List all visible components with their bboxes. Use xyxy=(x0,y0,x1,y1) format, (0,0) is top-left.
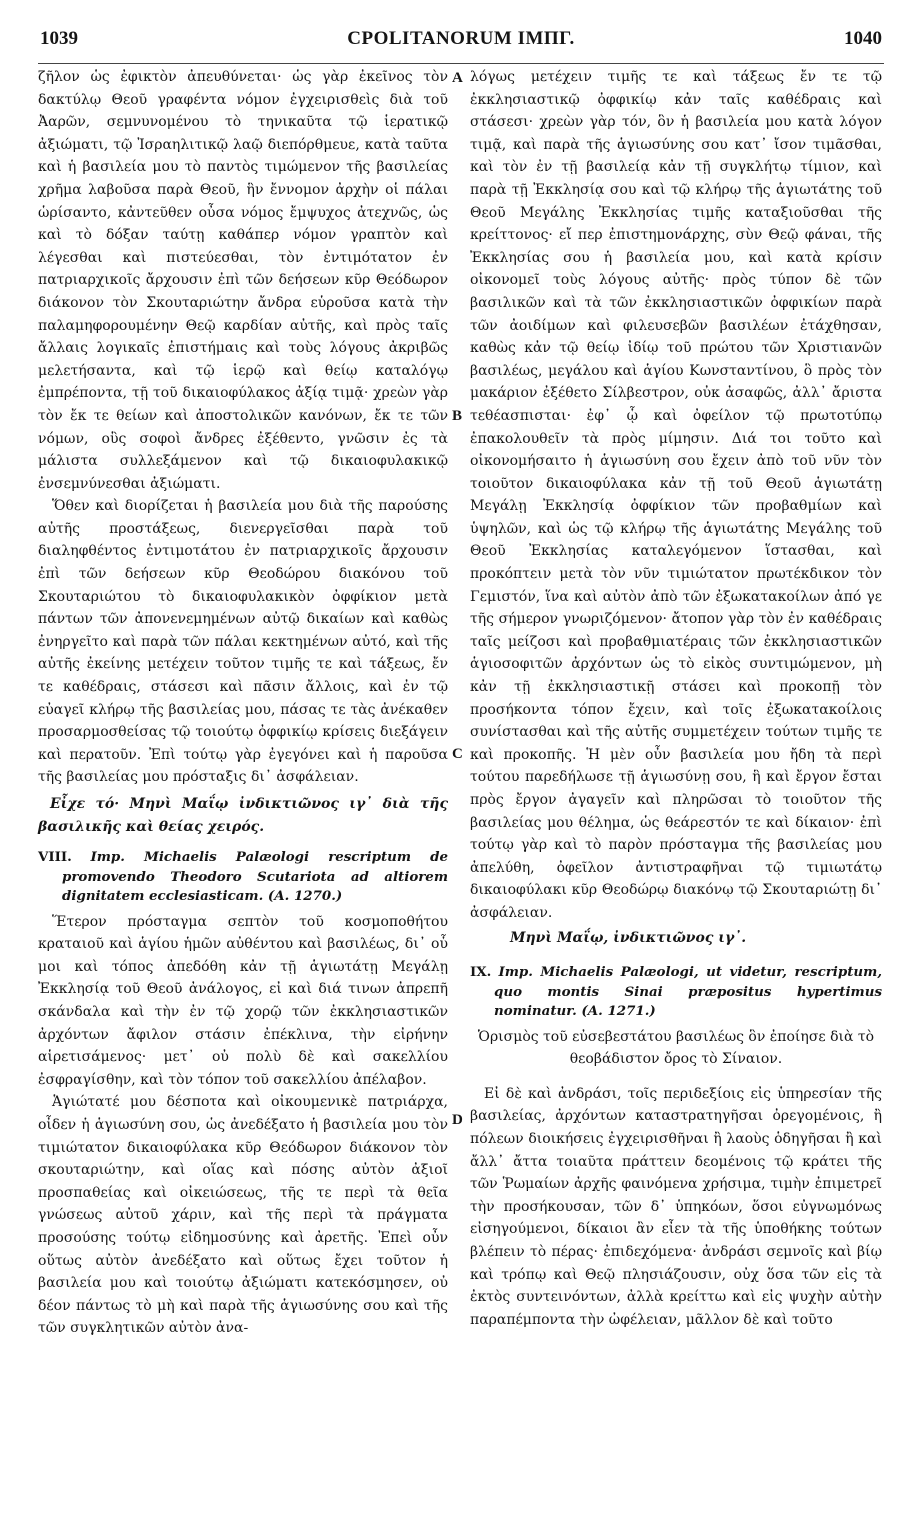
section-heading-viii xyxy=(38,848,448,907)
paragraph: Ὅθεν καὶ διορίζεται ἡ βασιλεία μου διὰ τῆς παρούσης αὐτῆς προστάξεως, διενεργεῖσθαι παρὰ τοῦ διαληφθέντος ἐντιμοτάτου ἐν πατριαρχικοῖς ἄρχουσιν ἐπὶ τῶν δεήσεων κῦρ Θεοδώρου διακόνου τοῦ Σκουταριώτου τὸ δικαιοφυλακικὸν ὀφφίκιον μετὰ πάντων τῶν ἀπονενεμημένων αὐτῷ δικαίων καὶ καθὼς ἐνηργεῖτο καὶ παρὰ τῶν πάλαι κεκτημένων αὐτό, καὶ τῆς αὐτῆς ἐκείνης μετέχειν τοῦτον τιμῆς τε καὶ τάξεως, ἔν τε καθέδραις, στάσεσι καὶ πᾶσιν ἄλλοις, καὶ ἐν τῷ εὐαγεῖ κλήρῳ τῆς βασιλείας μου, πάσας τε τὰς ἀνέκαθεν προσαρμοσθείσας τῷ τοιούτῳ ὀφφικίῳ κρίσεις διεξάγειν καὶ περατοῦν. Ἐπὶ τούτῳ γὰρ ἐγεγόνει καὶ ἡ παροῦσα τῆς βασιλείας μου πρόσταξις δι᾽ ἀσφάλειαν. xyxy=(38,498,448,786)
margin-letter-d: D xyxy=(452,1112,463,1128)
paragraph: Ἕτερον πρόσταγμα σεπτὸν τοῦ κοσμοποθήτου κραταιοῦ καὶ ἁγίου ἡμῶν αὐθέντου καὶ βασιλέως, δι᾽ οὗ μοι καὶ τόπος ἀπεδόθη κἀν τῇ ἁγιωτάτῃ Μεγάλῃ Ἐκκλησίᾳ τοῦ Θεοῦ ἀνάλογος, εἰ καὶ διά τινων ἀπρεπῆ σκάνδαλα καὶ τὴν ἐν τῷ χορῷ τῶν ἐκκλησιαστικῶν ἀρχόντων ἄφιλον στάσιν ἐπέκλινα, τὴν εἰρήνην αἱρετισάμενος· μετ᾽ οὐ πολὺ δὲ καὶ σακελλίου ἐσφραγίσθην, καὶ τὸν τόπον τοῦ σακελλίου ἀπέλαβον. xyxy=(38,913,448,1088)
paragraph: ζῆλον ὡς ἐφικτὸν ἀπευθύνεται· ὡς γὰρ ἐκεῖνος τὸν δακτύλῳ Θεοῦ γραφέντα νόμον ἐγχειρισθεὶς διὰ τοῦ Ἀαρῶν, σεμνυνομένου τὸ τηνικαῦτα τῷ ἱερατικῷ ἀξιώματι, τῷ Ἰσραηλιτικῷ λαῷ διεπόρθμευε, κατὰ ταῦτα καὶ ἡ βασιλεία μου τὸ παντὸς τιμώμενον τῆς βασιλείας χρῆμα λαβοῦσα παρὰ Θεοῦ, ἣν ἔννομον ἀρχὴν οἱ πάλαι ὡρίσαντο, κἀντεῦθεν οὖσα νόμος ἔμψυχος ἀτεχνῶς, ὡς καὶ τὸ δόξαν ταύτῃ καθάπερ νόμον γραπτὸν καὶ λέγεσθαι καὶ πιστεύεσθαι, τὸν ἐντιμότατον ἐν πατριαρχικοῖς ἄρχουσιν ἐπὶ τῶν δεήσεων κῦρ Θεόδωρον διάκονον τὸν Σκουταριώτην ἄνδρα εὑροῦσα κατὰ τὴν παλαμηφορουμένην Θεῷ καρδίαν αὐτῆς, καὶ πρὸς ταῖς ἄλλαις λογικαῖς ἐπιστήμαις καὶ τοὺς λόγους ἀκριβῶς μελετήσαντα, καὶ τῷ ἱερῷ καὶ θείῳ καταλόγῳ ἐμπρέποντα, τῇ τοῦ δικαιοφύλακος ἀξίᾳ τιμᾷ· χρεὼν γὰρ τὸν ἔκ τε θείων καὶ ἀποστολικῶν κανόνων, ἔκ τε τῶν νόμων, οὓς σοφοὶ ἄνδρες ἐξέθεντο, γνῶσιν ἐς τὰ μάλιστα συλλεξάμενον καὶ τῷ δικαιοφυλακικῷ ἐνσεμνύνεσθαι ἀξιώματι. xyxy=(38,69,448,492)
right-column xyxy=(470,66,882,1331)
page-number-right: 1040 xyxy=(844,28,882,49)
margin-letter-a: A xyxy=(452,70,463,86)
document-subscript: Εἶχε τό· Μηνὶ Μαΐῳ ἰνδικτιῶνος ιγ᾽ διὰ τῆς βασιλικῆς καὶ θείας χειρός. xyxy=(38,796,448,835)
section-number: VIII. xyxy=(38,849,72,866)
document-subtitle: Ὁρισμὸς τοῦ εὐσεβεστάτου βασιλέως ὃν ἐποίησε διὰ τὸ θεοβάδιστον ὄρος τὸ Σίναιον. xyxy=(477,1028,875,1068)
paragraph: Εἰ δὲ καὶ ἀνδράσι, τοῖς περιδεξίοις εἰς ὑπηρεσίαν τῆς βασιλείας, ἀρχόντων καταστρατηγῆσαι ὀρεγομένοις, ἢ πόλεων διοικήσεις ἐγχειρισθῆναι ἢ λαοὺς ὁδηγῆσαι ἢ καὶ ἄλλ᾽ ἄττα τοιαῦτα πράττειν δεομένοις τῷ κράτει τῆς τῶν Ῥωμαίων ἀρχῆς φαινόμενα χρήσιμα, τιμὴν ἐπιμετρεῖ τὴν προσήκουσαν, τῶν δ᾽ ὑπηκόων, ὅσοι εὐγνωμόνως εἰσηγούμενοι, δίκαιοι ἂν εἶεν τὰ τῆς ὑποθήκης τούτων βλέπειν τὸ πέρας· ἐπιδεχόμενα· ἀνδράσι σεμνοῖς καὶ βίῳ καὶ τρόπῳ καὶ Θεῷ πλησιάζουσιν, οὐχ ὅσα τῶν εἰς τὰ ἐκτὸς συντεινόντων, ἀλλὰ κρείττω καὶ εἰς ψυχὴν αὐτὴν παραπέμποντα τὴν ὠφέλειαν, μᾶλλον δὲ καὶ τοῦτο xyxy=(470,1085,882,1328)
paragraph: Ἁγιώτατέ μου δέσποτα καὶ οἰκουμενικὲ πατριάρχα, οἶδεν ἡ ἁγιωσύνη σου, ὡς ἀνεδέξατο ἡ βασιλεία μου τὸν τιμιώτατον δικαιοφύλακα κῦρ Θεόδωρον διάκονον τὸν σκουταριώτην, καὶ οἵας καὶ πόσης αὐτὸν ἀξιοῖ προσπαθείας καὶ οἰκειώσεως, τῆς τε περὶ τὰ θεῖα γνώσεως αὐτοῦ χάριν, καὶ τῆς περὶ τὰ πράγματα προσούσης τούτῳ εἰδημοσύνης καὶ ἀρετῆς. Ἐπεὶ οὖν οὕτως αὐτὸν ἀνεδέξατο καὶ οὕτως ἔχει τοῦτον ἡ βασιλεία μου καὶ τοιούτῳ ἀξιώματι κατεκόσμησεν, οὐ δέον πάντως τὸ μὴ καὶ παρὰ τῆς ἁγιωσύνης σου καὶ τῆς τῶν συγκλητικῶν αὐτὸν ἀνα- xyxy=(38,1094,448,1337)
page-number-left: 1039 xyxy=(40,28,78,49)
section-title: Imp. Michaelis Palæologi, ut videtur, rescriptum, quo montis Sinai præpositus hypertimus nominatur. (A. 1271.) xyxy=(494,964,882,1020)
section-heading-ix xyxy=(470,963,882,1022)
running-header xyxy=(40,28,882,58)
left-column xyxy=(38,66,448,1340)
section-title: Imp. Michaelis Palæologi rescriptum de promovendo Theodoro Scutariota ad altiorem dignitatem ecclesiasticam. (A. 1270.) xyxy=(62,849,448,905)
header-rule xyxy=(38,63,884,64)
margin-letter-b: B xyxy=(452,408,463,424)
section-number: IX. xyxy=(470,964,492,981)
margin-letter-c: C xyxy=(452,746,463,762)
running-title: CPOLITANORUM IMΠΓ. xyxy=(347,28,575,49)
paragraph: λόγως μετέχειν τιμῆς τε καὶ τάξεως ἔν τε τῷ ἐκκλησιαστικῷ ὀφφικίῳ κἀν ταῖς καθέδραις καὶ στάσεσι· χρεὼν γὰρ τόν, ὃν ἡ βασιλεία μου κατὰ λόγον τιμᾷ, καὶ παρὰ τῆς ἁγιωσύνης σου κατ᾽ ἴσον τιμᾶσθαι, καὶ τὸν ἐν τῇ βασιλείᾳ κἀν τῇ συγκλήτῳ τίμιον, καὶ παρὰ τῇ Ἐκκλησίᾳ σου καὶ τῷ κλήρῳ τῆς ἁγιωτάτης τοῦ Θεοῦ Μεγάλης Ἐκκλησίας τιμῆς καταξιοῦσθαι τῆς κρείττονος· εἴ περ ἐπιστημονάρχης, σὺν Θεῷ φάναι, τῆς Ἐκκλησίας σου ἡ βασιλεία μου, καὶ κατὰ κρίσιν οἰκονομεῖ τοὺς λόγους αὐτῆς· πρὸς τύπον δὲ τῶν βασιλικῶν καὶ τὰ τῶν ἐκκλησιαστικῶν ὀφφικίων παρὰ τῶν ἀοιδίμων καὶ φιλευσεβῶν βασιλέων ἐτάχθησαν, καθὼς κἀν τῷ θείῳ ἰδίῳ τοῦ πρώτου τῶν Χριστιανῶν βασιλέως, μεγάλου καὶ ἁγίου Κωνσταντίνου, ὃ πρὸς τὸν μακάριον ἐξέθετο Σίλβεστρον, οὐκ ἀσαφῶς, ἀλλ᾽ ἄριστα τεθέασπισται· ἐφ᾽ ᾧ καὶ ὀφείλον τῷ πρωτοτύπῳ ἐπακολουθεῖν τὰ πρὸς μίμησιν. Διά τοι τοῦτο καὶ οἰκονομήσαιτο ἡ ἁγιωσύνη σου ἔχειν ἀπὸ τοῦ νῦν τὸν τοιοῦτον δικαιοφύλακα κἀν τῇ τοῦ Θεοῦ ἁγιωτάτῃ Μεγάλῃ Ἐκκλησίᾳ ὀφφίκιον τῶν προβαθμίων καὶ ὑψηλῶν, καὶ ὡς τῷ κλήρῳ τῆς ἁγιωτάτης Μεγάλης τοῦ Θεοῦ Ἐκκλησίας καταλεγόμενον ἵστασθαι, καὶ προκόπτειν μετὰ τὸν νῦν τιμιώτατον πρωτέκδικον τὸν Γεμιστόν, ἵνα καὶ αὐτὸν ἀπὸ τῶν ἐξωκατακοίλων ἀπό γε τῆς σήμερον γνωριζόμενον· ἄτοπον γὰρ τὸν ἐν καθέδραις ταῖς μείζοσι καὶ προβαθμιατέραις τῶν ἐκκλησιαστικῶν ἁγιοσοφιτῶν ἀρχόντων ὡς τὸ εἰκὸς συντιμώμενον, μὴ κἀν τῇ ἐκκλησιαστικῇ στάσει καὶ προκοπῇ τὸν προσήκοντα τόπον ἔχειν, καὶ τοῖς ἐξωκατακοίλοις συνίστασθαι καὶ τῆς αὐτῆς συμμετέχειν τούτων τιμῆς τε καὶ προκοπῆς. Ἡ μὲν οὖν βασιλεία μου ἤδη τὰ περὶ τούτου παρεδήλωσε τῇ ἁγιωσύνῃ σου, ἣ καὶ ἔργον ἔσται πρὸς ἔργον ἀγαγεῖν καὶ πληρῶσαι τὸ τοιοῦτον τῆς βασιλείας μου θέλημα, ὡς θεάρεστόν τε καὶ δίκαιον· ἐπὶ τούτῳ γὰρ καὶ τὸ παρὸν πρόσταγμα τῆς βασιλείας μου ἀπελύθη, ὀφεῖλον ἀντιστραφῆναι τῷ τιμιωτάτῳ δικαιοφύλακι κῦρ Θεοδώρῳ διακόνῳ τῷ Σκουταριώτῃ δι᾽ ἀσφάλειαν. xyxy=(470,69,882,921)
document-date: Μηνὶ Μαΐῳ, ἰνδικτιῶνος ιγ᾽. xyxy=(510,929,747,946)
